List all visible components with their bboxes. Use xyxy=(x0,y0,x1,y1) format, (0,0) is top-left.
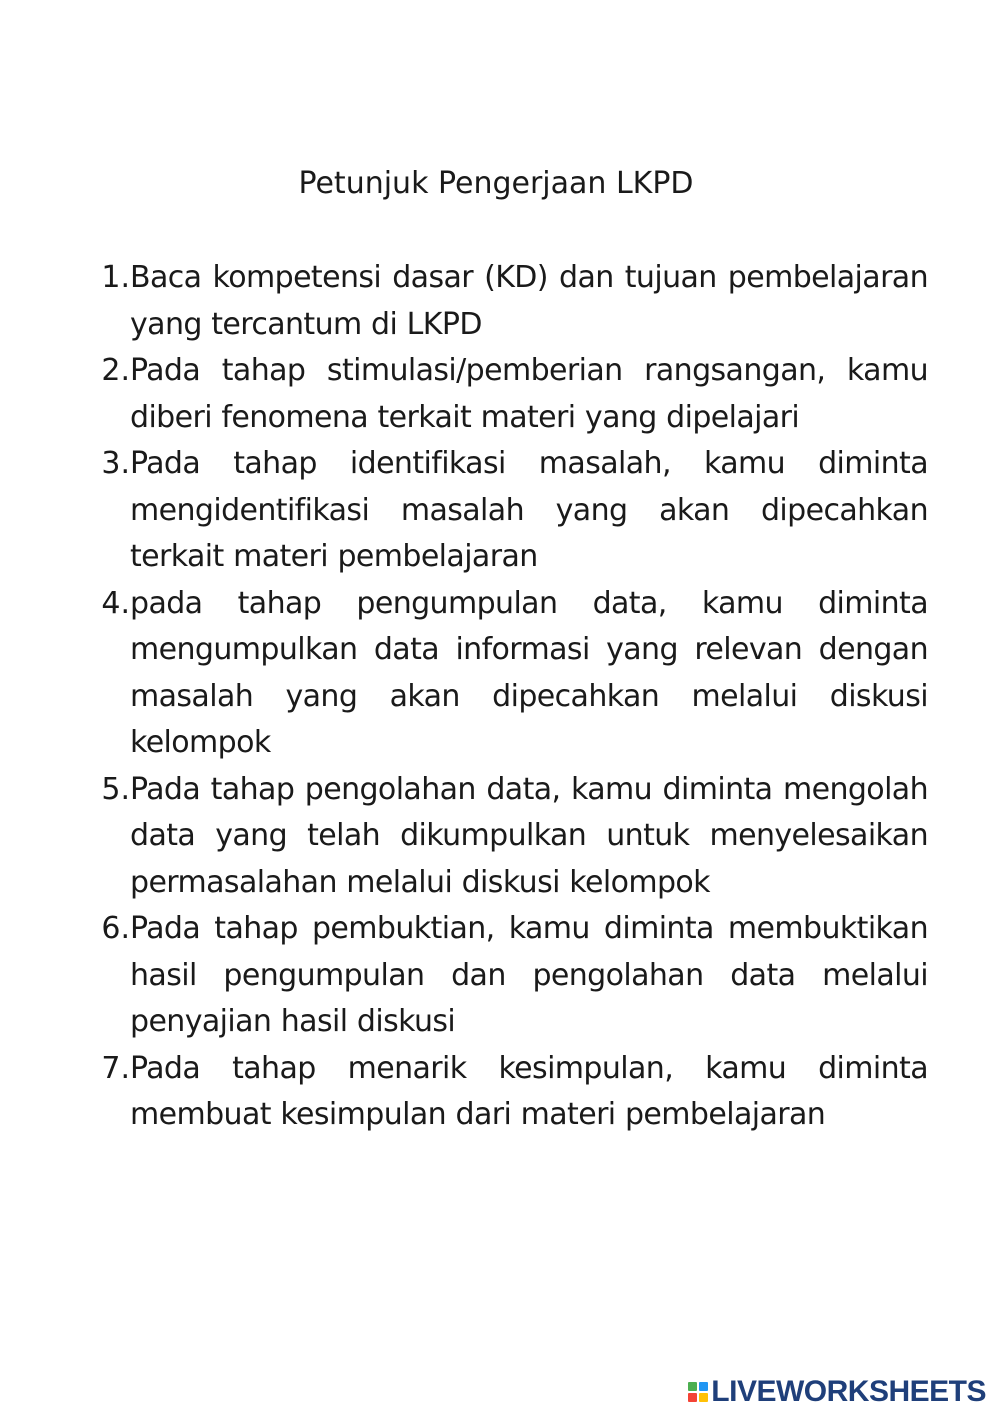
brand-wordmark: LIVEWORKSHEETS xyxy=(711,1375,986,1408)
item-number: 4. xyxy=(101,585,130,621)
list-item xyxy=(92,1046,928,1139)
list-item xyxy=(92,441,928,581)
item-number: 5. xyxy=(101,771,130,807)
page-title: Petunjuk Pengerjaan LKPD xyxy=(298,166,694,201)
list-item xyxy=(92,906,928,1046)
instruction-list xyxy=(92,255,928,1139)
list-item xyxy=(92,581,928,767)
logo-tile-yellow xyxy=(699,1393,708,1402)
item-text: Pada tahap menarik kesimpulan, kamu diminta membuat kesimpulan dari materi pembelajaran xyxy=(130,1050,928,1132)
item-text: Pada tahap stimulasi/pemberian rangsangan, kamu diberi fenomena terkait materi yang dipelajari xyxy=(130,353,928,435)
logo-tile-blue xyxy=(699,1382,708,1391)
logo-tile-green xyxy=(688,1382,697,1391)
item-number: 3. xyxy=(101,446,130,481)
liveworksheets-logo-icon xyxy=(688,1382,708,1402)
logo-tile-red xyxy=(688,1393,697,1402)
item-number: 1. xyxy=(101,260,130,295)
list-item xyxy=(92,767,928,907)
list-item xyxy=(92,255,928,348)
list-item xyxy=(92,348,928,441)
item-text: Pada tahap pengolahan data, kamu diminta mengolah data yang telah dikumpulkan untuk menyelesaikan permasalahan melalui diskusi kelompok xyxy=(130,771,928,900)
item-text: Baca kompetensi dasar (KD) dan tujuan pembelajaran yang tercantum di LKPD xyxy=(130,260,928,342)
item-text: Pada tahap pembuktian, kamu diminta membuktikan hasil pengumpulan dan pengolahan data melalui penyajian hasil diskusi xyxy=(130,911,928,1039)
item-text: Pada tahap identifikasi masalah, kamu diminta mengidentifikasi masalah yang akan dipecahkan terkait materi pembelajaran xyxy=(130,446,928,574)
item-text: pada tahap pengumpulan data, kamu diminta mengumpulkan data informasi yang relevan dengan masalah yang akan dipecahkan melalui diskusi kelompok xyxy=(130,585,928,760)
liveworksheets-logo[interactable] xyxy=(688,1375,986,1409)
item-number: 6. xyxy=(101,911,130,946)
item-number: 2. xyxy=(101,353,130,388)
item-number: 7. xyxy=(101,1050,130,1086)
